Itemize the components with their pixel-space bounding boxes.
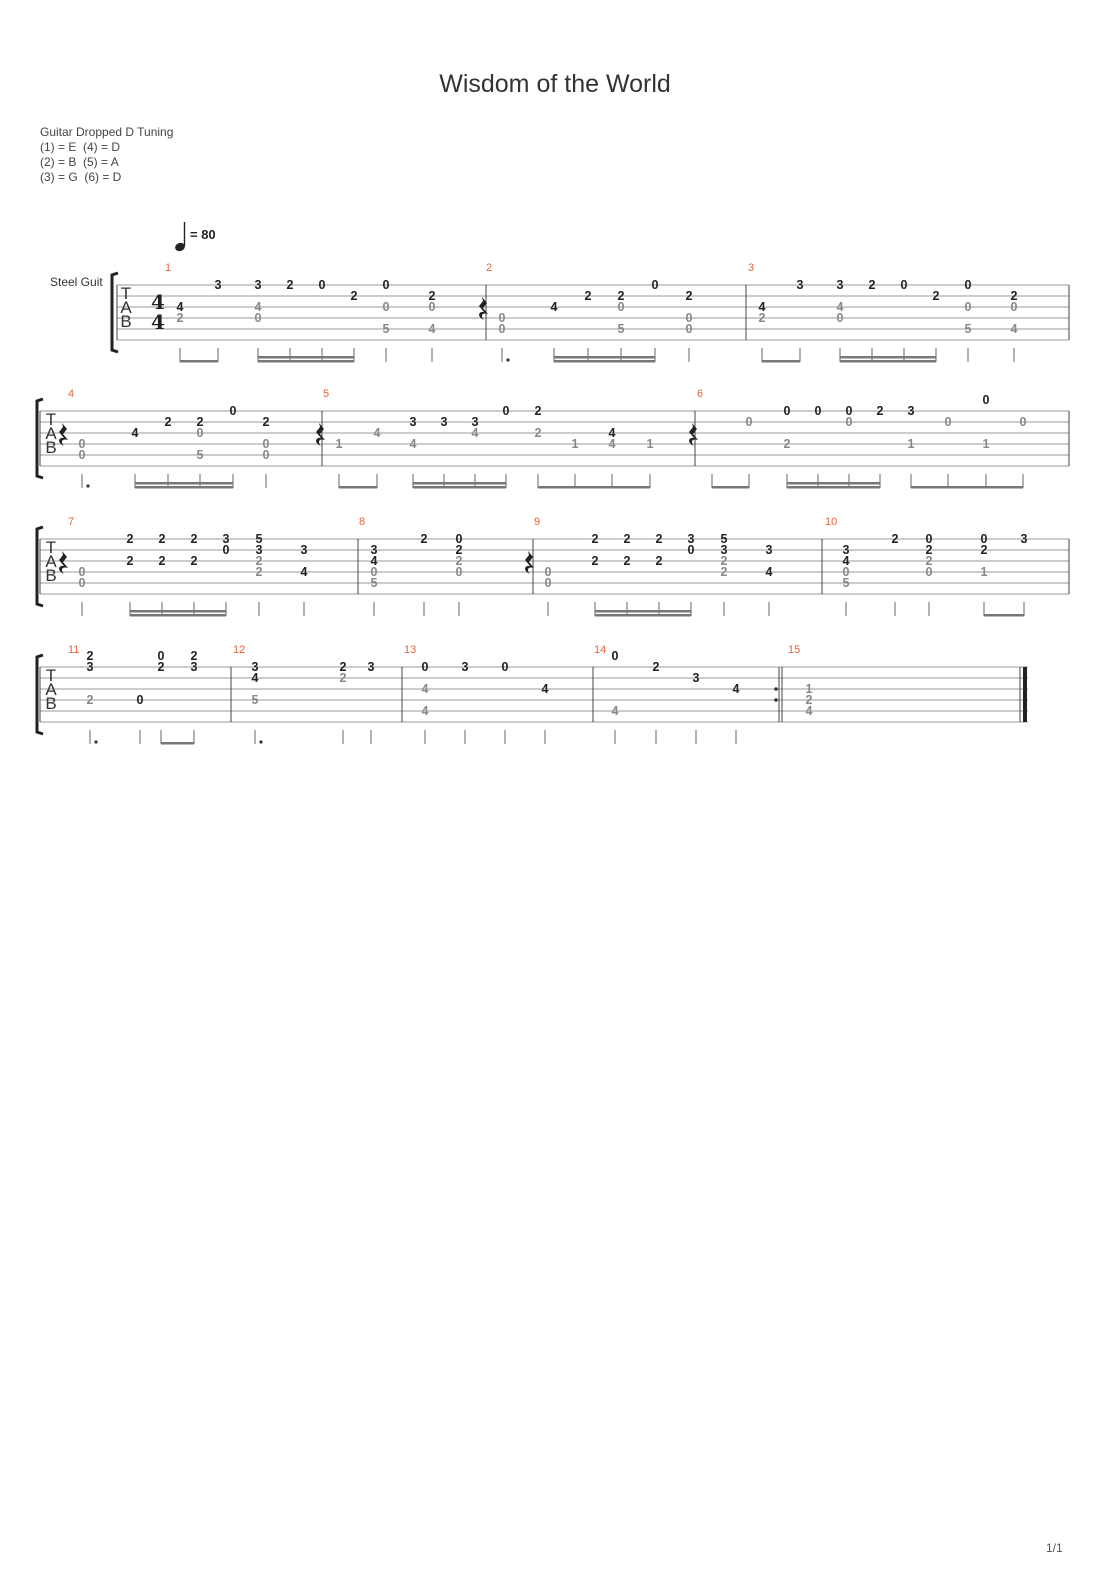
repeat-dot <box>774 687 778 691</box>
tab-letter: T <box>45 410 57 429</box>
fret-number: 4 <box>836 300 844 314</box>
fret-number: 3 <box>409 415 417 429</box>
fret-number: 2 <box>720 554 728 568</box>
fret-number: 2 <box>286 278 294 292</box>
fret-number: 3 <box>86 660 94 674</box>
fret-number: 0 <box>78 565 86 579</box>
note-beam <box>339 486 377 489</box>
fret-number: 2 <box>617 289 625 303</box>
dotted-note-dot <box>86 484 89 487</box>
final-barline-thick <box>1023 667 1027 722</box>
fret-number: 0 <box>157 649 165 663</box>
fret-number: 2 <box>455 543 463 557</box>
fret-number: 0 <box>222 543 230 557</box>
tab-letter: A <box>45 424 57 443</box>
measure-number: 7 <box>68 516 75 528</box>
fret-number: 4 <box>758 300 766 314</box>
measure-number: 8 <box>359 516 366 528</box>
fret-number: 4 <box>300 565 308 579</box>
fret-number: 4 <box>409 437 417 451</box>
fret-number: 2 <box>876 404 884 418</box>
instrument-label: Steel Guit <box>50 275 103 289</box>
fret-number: 2 <box>932 289 940 303</box>
fret-number: 3 <box>765 543 773 557</box>
fret-number: 3 <box>214 278 222 292</box>
fret-number: 0 <box>428 300 436 314</box>
fret-number: 1 <box>907 437 915 451</box>
note-beam-secondary <box>840 356 936 359</box>
fret-number: 0 <box>254 311 262 325</box>
tab-letter: B <box>120 312 132 331</box>
note-beam-secondary <box>554 356 655 359</box>
fret-number: 2 <box>164 415 172 429</box>
fret-number: 2 <box>534 404 542 418</box>
tuning-line: (2) = B (5) = A <box>40 155 119 169</box>
note-beam-secondary <box>595 610 691 613</box>
tab-letter: A <box>45 552 57 571</box>
fret-number: 3 <box>222 532 230 546</box>
fret-number: 3 <box>907 404 915 418</box>
fret-number: 0 <box>685 322 693 336</box>
fret-number: 0 <box>498 322 506 336</box>
rest-icon <box>479 297 488 320</box>
fret-number: 0 <box>1010 300 1018 314</box>
tab-letter: B <box>45 694 57 713</box>
measure-number: 3 <box>748 262 755 274</box>
time-signature-top: 4 <box>151 290 165 314</box>
fret-number: 5 <box>382 322 390 336</box>
fret-number: 2 <box>339 671 347 685</box>
note-beam <box>538 486 650 489</box>
page-number: 1/1 <box>1046 1541 1063 1555</box>
fret-number: 5 <box>720 532 728 546</box>
fret-number: 0 <box>836 311 844 325</box>
fret-number: 0 <box>382 300 390 314</box>
fret-number: 1 <box>805 682 813 696</box>
tempo-marking <box>174 222 216 252</box>
note-beam <box>840 360 936 363</box>
fret-number: 0 <box>925 532 933 546</box>
fret-number: 0 <box>783 404 791 418</box>
time-signature-bottom: 4 <box>151 310 165 334</box>
fret-number: 5 <box>255 532 263 546</box>
measure-number: 5 <box>323 388 330 400</box>
fret-number: 0 <box>982 393 990 407</box>
tab-letter: T <box>120 284 132 303</box>
fret-number: 0 <box>196 426 204 440</box>
fret-number: 0 <box>617 300 625 314</box>
fret-number: 0 <box>455 565 463 579</box>
measure-number: 2 <box>486 262 493 274</box>
fret-number: 0 <box>925 565 933 579</box>
fret-number: 0 <box>687 543 695 557</box>
fret-number: 3 <box>190 660 198 674</box>
fret-number: 2 <box>86 693 94 707</box>
fret-number: 2 <box>591 554 599 568</box>
fret-number: 0 <box>501 660 509 674</box>
fret-number: 4 <box>421 682 429 696</box>
fret-number: 5 <box>842 576 850 590</box>
fret-number: 0 <box>544 565 552 579</box>
fret-number: 2 <box>455 554 463 568</box>
fret-number: 0 <box>611 649 619 663</box>
song-title: Wisdom of the World <box>439 70 671 98</box>
fret-number: 2 <box>534 426 542 440</box>
fret-number: 0 <box>78 437 86 451</box>
fret-number: 3 <box>254 278 262 292</box>
fret-number: 1 <box>646 437 654 451</box>
note-beam <box>161 742 194 745</box>
fret-number: 0 <box>1019 415 1027 429</box>
fret-number: 0 <box>229 404 237 418</box>
rest-icon <box>59 423 68 446</box>
fret-number: 0 <box>544 576 552 590</box>
fret-number: 0 <box>814 404 822 418</box>
note-beam <box>787 486 880 489</box>
fret-number: 3 <box>461 660 469 674</box>
tuning-line: (1) = E (4) = D <box>40 140 121 154</box>
fret-number: 0 <box>382 278 390 292</box>
measure-number: 12 <box>233 644 246 656</box>
fret-number: 0 <box>900 278 908 292</box>
measure-number: 14 <box>594 644 607 656</box>
fret-number: 3 <box>720 543 728 557</box>
fret-number: 5 <box>964 322 972 336</box>
fret-number: 4 <box>131 426 139 440</box>
fret-number: 2 <box>126 554 134 568</box>
measure-number: 1 <box>165 262 172 274</box>
fret-number: 2 <box>255 554 263 568</box>
fret-number: 2 <box>591 532 599 546</box>
tuning-line: (3) = G (6) = D <box>40 170 122 184</box>
tab-letter: A <box>45 680 57 699</box>
measure-number: 9 <box>534 516 541 528</box>
measure-number: 11 <box>68 644 80 656</box>
fret-number: 0 <box>136 693 144 707</box>
fret-number: 3 <box>367 660 375 674</box>
fret-number: 2 <box>720 565 728 579</box>
fret-number: 5 <box>196 448 204 462</box>
fret-number: 1 <box>980 565 988 579</box>
repeat-dot <box>774 698 778 702</box>
fret-number: 4 <box>608 426 616 440</box>
fret-number: 2 <box>1010 289 1018 303</box>
fret-number: 3 <box>842 543 850 557</box>
fret-number: 4 <box>373 426 381 440</box>
measure-number: 10 <box>825 516 838 528</box>
tempo-label: = 80 <box>190 227 216 242</box>
tab-system <box>37 516 1069 617</box>
fret-number: 2 <box>652 660 660 674</box>
fret-number: 0 <box>845 404 853 418</box>
fret-number: 2 <box>158 532 166 546</box>
fret-number: 2 <box>925 543 933 557</box>
fret-number: 1 <box>571 437 579 451</box>
fret-number: 2 <box>176 311 184 325</box>
fret-number: 4 <box>370 554 378 568</box>
fret-number: 2 <box>783 437 791 451</box>
tab-system <box>37 644 1028 745</box>
tab-system <box>37 388 1069 489</box>
rest-icon <box>316 423 325 446</box>
note-beam <box>135 486 233 489</box>
fret-number: 0 <box>78 576 86 590</box>
fret-number: 2 <box>190 649 198 663</box>
fret-number: 3 <box>370 543 378 557</box>
fret-number: 4 <box>421 704 429 718</box>
fret-number: 4 <box>176 300 184 314</box>
fret-number: 0 <box>685 311 693 325</box>
rest-icon <box>689 423 698 446</box>
note-beam <box>984 614 1024 617</box>
fret-number: 2 <box>350 289 358 303</box>
fret-number: 2 <box>584 289 592 303</box>
tab-system <box>112 262 1069 363</box>
fret-number: 0 <box>745 415 753 429</box>
dotted-note-dot <box>259 740 262 743</box>
fret-number: 4 <box>805 704 813 718</box>
measure-number: 13 <box>404 644 417 656</box>
fret-number: 4 <box>251 671 259 685</box>
fret-number: 2 <box>655 532 663 546</box>
fret-number: 2 <box>623 554 631 568</box>
fret-number: 0 <box>651 278 659 292</box>
dotted-note-dot <box>94 740 97 743</box>
note-beam <box>554 360 655 363</box>
note-beam-secondary <box>413 482 506 485</box>
fret-number: 3 <box>1020 532 1028 546</box>
note-beam-secondary <box>787 482 880 485</box>
note-beam <box>712 486 749 489</box>
fret-number: 2 <box>925 554 933 568</box>
fret-number: 3 <box>687 532 695 546</box>
fret-number: 2 <box>339 660 347 674</box>
fret-number: 2 <box>126 532 134 546</box>
note-beam <box>413 486 506 489</box>
tab-letter: A <box>120 298 132 317</box>
fret-number: 0 <box>964 300 972 314</box>
fret-number: 2 <box>623 532 631 546</box>
fret-number: 2 <box>420 532 428 546</box>
fret-number: 4 <box>541 682 549 696</box>
measure-number: 4 <box>68 388 75 400</box>
fret-number: 2 <box>196 415 204 429</box>
fret-number: 1 <box>335 437 343 451</box>
fret-number: 4 <box>842 554 850 568</box>
fret-number: 3 <box>796 278 804 292</box>
fret-number: 5 <box>370 576 378 590</box>
note-beam <box>911 486 1023 489</box>
fret-number: 0 <box>842 565 850 579</box>
fret-number: 2 <box>158 554 166 568</box>
fret-number: 2 <box>86 649 94 663</box>
fret-number: 0 <box>421 660 429 674</box>
fret-number: 2 <box>262 415 270 429</box>
fret-number: 0 <box>455 532 463 546</box>
fret-number: 4 <box>254 300 262 314</box>
fret-number: 5 <box>617 322 625 336</box>
fret-number: 2 <box>655 554 663 568</box>
fret-number: 4 <box>550 300 558 314</box>
note-beam <box>130 614 226 617</box>
note-beam <box>595 614 691 617</box>
fret-number: 2 <box>805 693 813 707</box>
dotted-note-dot <box>506 358 509 361</box>
note-beam <box>180 360 218 363</box>
fret-number: 3 <box>836 278 844 292</box>
fret-number: 5 <box>251 693 259 707</box>
note-beam <box>258 360 354 363</box>
systems-layer <box>37 262 1069 745</box>
fret-number: 3 <box>255 543 263 557</box>
fret-number: 2 <box>255 565 263 579</box>
fret-number: 3 <box>471 415 479 429</box>
tab-letter: B <box>45 566 57 585</box>
tuning-name: Guitar Dropped D Tuning <box>40 125 174 139</box>
fret-number: 0 <box>845 415 853 429</box>
fret-number: 2 <box>868 278 876 292</box>
fret-number: 3 <box>440 415 448 429</box>
fret-number: 0 <box>262 448 270 462</box>
fret-number: 2 <box>190 554 198 568</box>
tab-letter: B <box>45 438 57 457</box>
fret-number: 4 <box>1010 322 1018 336</box>
fret-number: 0 <box>980 532 988 546</box>
fret-number: 1 <box>982 437 990 451</box>
fret-number: 2 <box>428 289 436 303</box>
fret-number: 4 <box>765 565 773 579</box>
fret-number: 4 <box>428 322 436 336</box>
tab-letter: T <box>45 666 57 685</box>
fret-number: 0 <box>262 437 270 451</box>
note-beam-secondary <box>135 482 233 485</box>
fret-number: 0 <box>502 404 510 418</box>
fret-number: 0 <box>78 448 86 462</box>
tab-letter: T <box>45 538 57 557</box>
note-beam-secondary <box>130 610 226 613</box>
note-beam-secondary <box>258 356 354 359</box>
fret-number: 4 <box>732 682 740 696</box>
fret-number: 3 <box>251 660 259 674</box>
fret-number: 0 <box>944 415 952 429</box>
fret-number: 0 <box>318 278 326 292</box>
note-beam <box>762 360 800 363</box>
fret-number: 2 <box>980 543 988 557</box>
fret-number: 2 <box>685 289 693 303</box>
fret-number: 4 <box>608 437 616 451</box>
fret-number: 0 <box>498 311 506 325</box>
fret-number: 3 <box>692 671 700 685</box>
fret-number: 0 <box>370 565 378 579</box>
fret-number: 4 <box>611 704 619 718</box>
fret-number: 0 <box>964 278 972 292</box>
fret-number: 2 <box>891 532 899 546</box>
fret-number: 2 <box>190 532 198 546</box>
fret-number: 2 <box>157 660 165 674</box>
fret-number: 2 <box>758 311 766 325</box>
measure-number: 6 <box>697 388 704 400</box>
fret-number: 4 <box>471 426 479 440</box>
rest-icon <box>59 551 68 574</box>
measure-number: 15 <box>788 644 801 656</box>
fret-number: 3 <box>300 543 308 557</box>
